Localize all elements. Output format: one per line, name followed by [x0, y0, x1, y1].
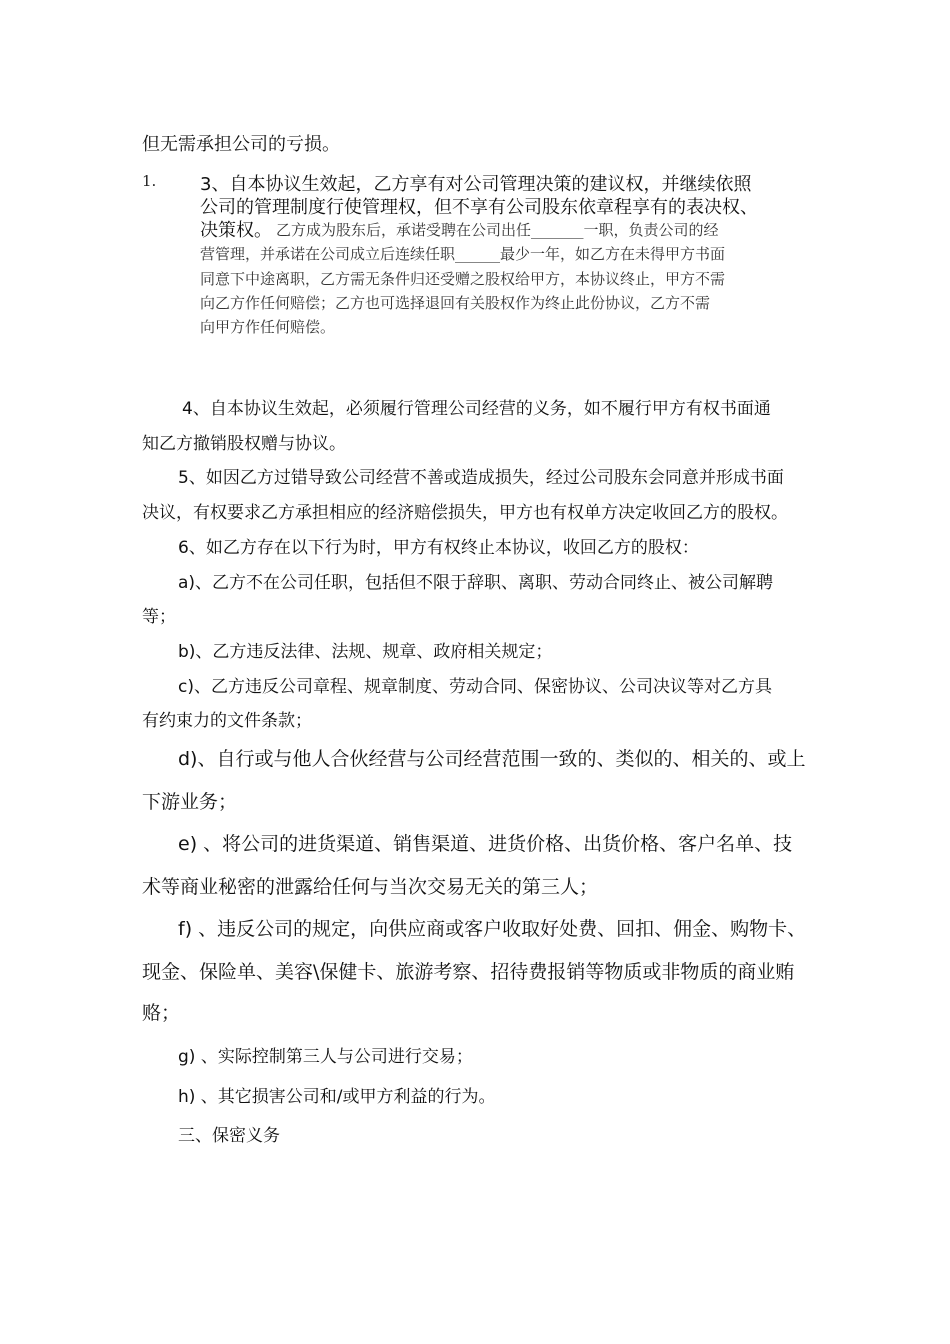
clause5-line2: 决议，有权要求乙方承担相应的经济赔偿损失，甲方也有权单方决定收回乙方的股权。: [142, 503, 788, 523]
list-number: 1.: [142, 172, 157, 190]
clause3-line2: 公司的管理制度行使管理权，但不享有公司股东依章程享有的表决权、: [200, 197, 758, 218]
clause3-line1: 3、自本协议生效起，乙方享有对公司管理决策的建议权，并继续依照: [200, 174, 752, 195]
item-g: g) 、实际控制第三人与公司进行交易；: [178, 1047, 473, 1067]
item-f-line3: 赂；: [142, 1002, 181, 1024]
item-c-line2: 有约束力的文件条款；: [142, 711, 312, 731]
clause3-line3: 决策权。: [200, 220, 272, 241]
item-a-line2: 等；: [142, 607, 176, 627]
clause3-detail-line2: 营管理，并承诺在公司成立后连续任职______最少一年，如乙方在未得甲方书面: [200, 245, 726, 263]
clause3-detail-line3: 同意下中途离职，乙方需无条件归还受赠之股权给甲方，本协议终止，甲方不需: [200, 270, 726, 288]
item-h: h) 、其它损害公司和/或甲方利益的行为。: [178, 1087, 496, 1107]
item-d-line2: 下游业务；: [142, 791, 238, 813]
clause3-detail-line5: 向甲方作任何赔偿。: [200, 318, 336, 336]
section3-heading: 三、保密义务: [178, 1126, 280, 1146]
item-a-line1: a)、乙方不在公司任职，包括但不限于辞职、离职、劳动合同终止、被公司解聘: [178, 573, 774, 593]
item-b: b)、乙方违反法律、法规、规章、政府相关规定；: [178, 642, 553, 662]
item-d-line1: d)、自行或与他人合伙经营与公司经营范围一致的、类似的、相关的、或上: [178, 748, 806, 770]
clause5-line1: 5、如因乙方过错导致公司经营不善或造成损失，经过公司股东会同意并形成书面: [178, 468, 784, 488]
intro-line: 但无需承担公司的亏损。: [142, 134, 340, 155]
item-e-line2: 术等商业秘密的泄露给任何与当次交易无关的第三人；: [142, 876, 599, 898]
clause4-line2: 知乙方撤销股权赠与协议。: [142, 434, 346, 454]
item-f-line1: f) 、违反公司的规定，向供应商或客户收取好处费、回扣、佣金、购物卡、: [178, 918, 807, 940]
item-f-line2: 现金、保险单、美容\保健卡、旅游考察、招待费报销等物质或非物质的商业贿: [142, 961, 795, 983]
item-e-line1: e) 、将公司的进货渠道、销售渠道、进货价格、出货价格、客户名单、技: [178, 833, 793, 855]
clause4-line1: 4、自本协议生效起，必须履行管理公司经营的义务，如不履行甲方有权书面通: [182, 399, 771, 419]
clause3-detail-line1: 乙方成为股东后，承诺受聘在公司出任_______一职，负责公司的经: [276, 221, 719, 239]
clause6: 6、如乙方存在以下行为时，甲方有权终止本协议，收回乙方的股权：: [178, 538, 699, 558]
clause3-detail-line4: 向乙方作任何赔偿；乙方也可选择退回有关股权作为终止此份协议，乙方不需: [200, 294, 711, 312]
item-c-line1: c)、乙方违反公司章程、规章制度、劳动合同、保密协议、公司决议等对乙方具: [178, 677, 772, 697]
